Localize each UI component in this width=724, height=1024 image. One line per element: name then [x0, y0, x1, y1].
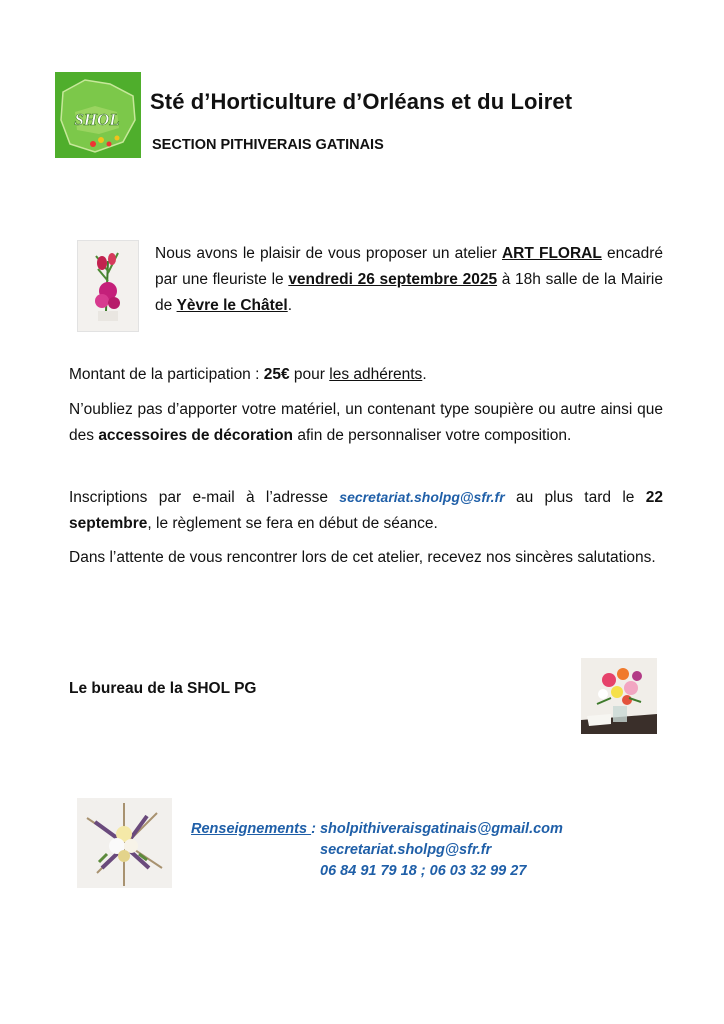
fee-paragraph — [69, 362, 663, 388]
contact-label: Renseignements — [191, 821, 312, 837]
art-floral-label: ART FLORAL — [501, 245, 602, 262]
contact-colon: : — [311, 821, 320, 837]
material-text-1: N’oubliez pas d’apporter votre matériel, un contenant type soupière ou autre ainsi que des — [69, 401, 663, 444]
section-subtitle: SECTION PITHIVERAIS GATINAIS — [152, 137, 384, 153]
fee-text-2: pour — [289, 366, 330, 383]
registration-text-1: Inscriptions par e-mail à l’adresse — [69, 489, 340, 506]
shol-logo — [55, 72, 141, 158]
material-paragraph — [69, 397, 663, 449]
intro-text-1: Nous avons le plaisir de vous proposer un atelier — [155, 245, 502, 262]
contact-email-sfr[interactable]: secretariat.sholpg@sfr.fr — [320, 842, 492, 858]
contact-email-gmail[interactable]: sholpithiveraisgatinais@gmail.com — [319, 821, 563, 837]
fee-text-1: Montant de la participation : — [69, 366, 264, 383]
registration-text-2: au plus tard le — [504, 489, 646, 506]
intro-text-4: . — [287, 297, 293, 314]
event-date: vendredi 26 septembre 2025 — [288, 271, 498, 288]
page-title: Sté d’Horticulture d’Orléans et du Loiret — [150, 89, 573, 114]
fee-audience: les adhérents — [329, 366, 423, 383]
intro-paragraph — [155, 241, 663, 319]
floral-arrangement-photo-1 — [77, 240, 139, 332]
closing-paragraph: Dans l’attente de vous rencontrer lors de cet atelier, recevez nos sincères salutations. — [69, 549, 656, 566]
logo-text: SHOL — [74, 110, 120, 129]
floral-arrangement-photo-3 — [77, 798, 172, 888]
signature: Le bureau de la SHOL PG — [69, 680, 257, 697]
registration-email-link[interactable]: secretariat.sholpg@sfr.fr — [339, 489, 505, 505]
floral-arrangement-photo-2 — [581, 658, 657, 734]
fee-amount: 25€ — [263, 366, 290, 383]
event-place: Yèvre le Châtel — [176, 297, 288, 314]
intro-text-2: encadré par une fleuriste le — [155, 245, 663, 288]
contact-line-1 — [191, 821, 563, 837]
registration-deadline: 22 septembre — [69, 489, 663, 532]
material-text-2: afin de personnaliser votre composition. — [293, 427, 572, 444]
contact-phones: 06 84 91 79 18 ; 06 03 32 99 27 — [320, 863, 527, 879]
fee-text-3: . — [422, 366, 427, 383]
intro-text-3: à 18h salle de la Mairie de — [155, 271, 663, 314]
registration-text-3: , le règlement se fera en début de séance. — [147, 515, 438, 532]
decoration-accessories: accessoires de décoration — [98, 427, 294, 444]
registration-paragraph — [69, 484, 663, 537]
